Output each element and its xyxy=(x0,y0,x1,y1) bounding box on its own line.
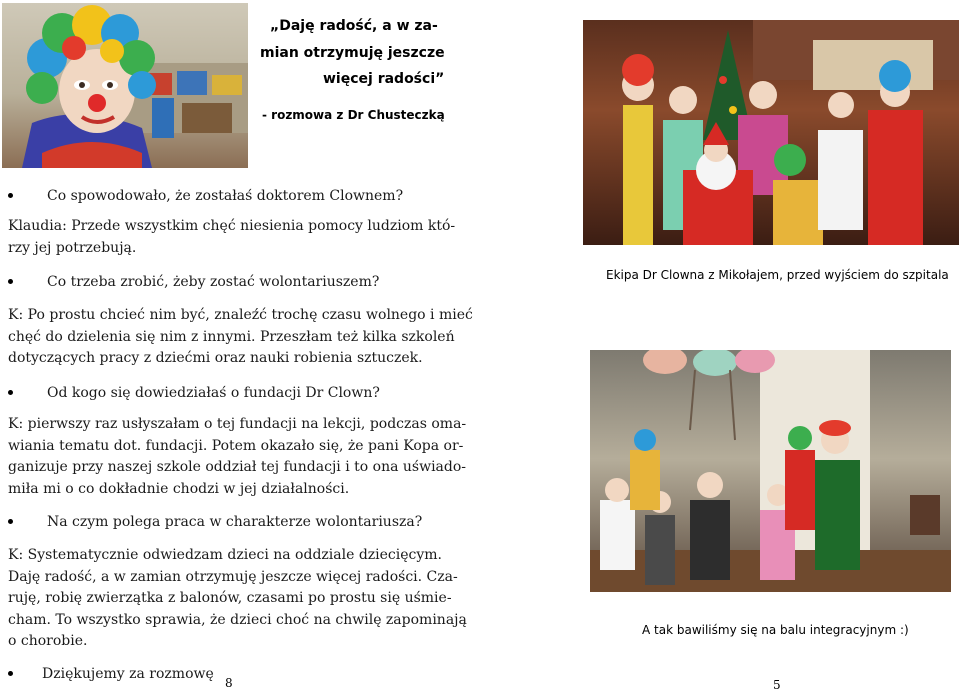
article-title-line-1: „Daję radość, a w za- xyxy=(270,18,438,34)
answer-1-line: Klaudia: Przede wszystkim chęć niesienia pomocy ludziom któ- xyxy=(8,218,456,234)
answer-1 xyxy=(8,216,455,259)
question-2-text: Co trzeba zrobić, żeby zostać wolontariuszem? xyxy=(47,274,380,290)
article-title-line-3: więcej radości” xyxy=(323,71,445,87)
answer-3-line: wiania tematu dot. fundacji. Potem okazało się, że pani Kopa or- xyxy=(8,437,464,454)
answer-2 xyxy=(8,305,473,370)
answer-4-line: cham. To wszystko sprawia, że dzieci choć na chwilę zapominają xyxy=(8,611,467,628)
bullet-icon xyxy=(8,390,13,395)
article-subtitle: - rozmowa z Dr Chusteczką xyxy=(262,108,445,122)
answer-2-line: K: Po prostu chcieć nim być, znaleźć trochę czasu wolnego i mieć xyxy=(8,307,473,323)
answer-2-line: chęć do dzielenia się nim z innymi. Przeszłam też kilka szkoleń xyxy=(8,328,455,345)
group-photo-caption: Ekipa Dr Clowna z Mikołajem, przed wyjściem do szpitala xyxy=(606,268,949,282)
clown-portrait-illustration xyxy=(2,3,248,168)
answer-3 xyxy=(8,414,466,500)
party-photo xyxy=(590,350,951,592)
group-photo-illustration xyxy=(583,20,959,245)
answer-4-line: o chorobie. xyxy=(8,633,88,649)
question-3-text: Od kogo się dowiedziałaś o fundacji Dr Clown? xyxy=(47,385,380,401)
answer-1-line: rzy jej potrzebują. xyxy=(8,239,137,256)
answer-4-line: ruję, robię zwierzątka z balonów, czasami po prostu się uśmie- xyxy=(8,590,452,606)
page-number-right: 5 xyxy=(773,678,781,692)
bullet-icon xyxy=(8,193,13,198)
answer-3-line: ganizuje przy naszej szkole oddział tej fundacji i to ona uświado- xyxy=(8,459,467,475)
answer-3-line: miła mi o co dokładnie chodzi w jej działalności. xyxy=(8,480,350,497)
answer-3-line: K: pierwszy raz usłyszałam o tej fundacji na lekcji, podczas oma- xyxy=(8,416,467,432)
group-photo xyxy=(583,20,959,245)
bullet-icon xyxy=(8,279,13,284)
closing-text: Dziękujemy za rozmowę xyxy=(42,666,214,682)
bullet-icon xyxy=(8,519,13,524)
bullet-icon xyxy=(8,671,13,676)
question-1-text: Co spowodowało, że zostałaś doktorem Clownem? xyxy=(47,188,404,204)
answer-4-line: K: Systematycznie odwiedzam dzieci na oddziale dziecięcym. xyxy=(8,547,442,563)
party-photo-caption: A tak bawiliśmy się na balu integracyjnym :) xyxy=(642,623,909,637)
answer-2-line: dotyczących pracy z dziećmi oraz nauki robienia sztuczek. xyxy=(8,350,423,366)
party-photo-illustration xyxy=(590,350,951,592)
answer-4 xyxy=(8,545,467,653)
page-number-left: 8 xyxy=(225,676,233,690)
answer-4-line: Daję radość, a w zamian otrzymuję jeszcze więcej radości. Cza- xyxy=(8,568,458,585)
article-title-line-2: mian otrzymuję jeszcze xyxy=(260,45,445,61)
clown-portrait-photo xyxy=(2,3,248,168)
question-4-text: Na czym polega praca w charakterze wolontariusza? xyxy=(47,514,423,530)
